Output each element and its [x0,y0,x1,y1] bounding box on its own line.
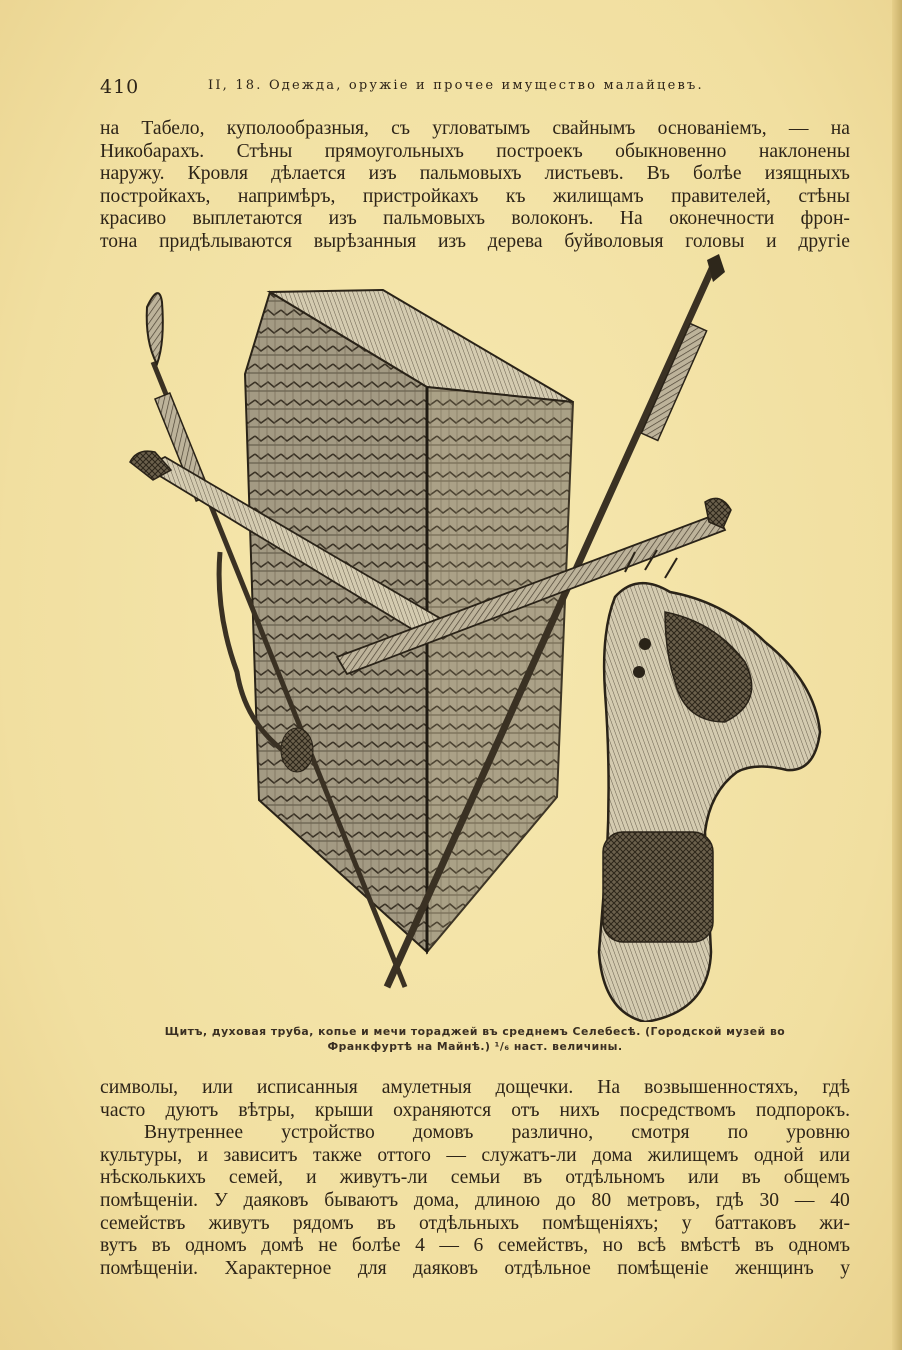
page-number: 410 [100,76,140,98]
text-line: на Табело, куполообразныя, съ угловатымъ свайнымъ основаніемъ, — на [100,118,850,139]
text-line: Внутреннее устройство домовъ различно, смотря по уровню [144,1122,850,1144]
running-head: II, 18. Одежда, оружіе и прочее имущество малайцевъ. [208,78,704,93]
page-edge [892,0,902,1350]
text-line: вутъ въ одномъ домѣ не болѣе 4 — 6 семействъ, но всѣ вмѣстѣ въ одномъ [100,1235,850,1257]
text-line: помѣщеніи. Характерное для даяковъ отдѣльное помѣщеніе женщинъ у [100,1257,850,1279]
page-header [100,76,850,102]
text-line: Никобарахъ. Стѣны прямоугольныхъ построекъ обыкновенно наклонены [100,140,850,162]
text-line: культуры, и зависитъ также оттого — служатъ-ли дома жилищемъ одной или [100,1144,850,1166]
bottom-paragraph [100,1077,850,1280]
figure-caption [100,1024,850,1054]
text-line: постройкахъ, напримѣръ, пристройкахъ къ жилищамъ правителей, стѣны [100,185,850,207]
caption-line: Франкфуртѣ на Майнѣ.) ¹/₆ наст. величины. [327,1040,623,1053]
text-line: наружу. Кровля дѣлается изъ пальмовыхъ листьевъ. Въ болѣе изящныхъ [100,163,850,185]
text-line: тона придѣлываются вырѣзанныя изъ дерева буйволовыя головы и другіе [100,230,850,252]
carved-hilt-detail [599,550,820,1022]
caption-line: Щитъ, духовая труба, копье и мечи тораджей въ среднемъ Селебесѣ. (Городской музей во [164,1025,786,1038]
weapons-illustration [125,252,830,1022]
text-line: нѣсколькихъ семей, и живутъ-ли семьи въ отдѣльномъ или въ общемъ [100,1167,850,1189]
text-line: семействъ живутъ рядомъ въ отдѣльныхъ помѣщеніяхъ; у баттаковъ жи- [100,1212,850,1234]
top-paragraph [100,118,850,254]
text-line: помѣщеніи. У даяковъ бываютъ дома, длиною до 80 метровъ, гдѣ 30 — 40 [100,1189,850,1211]
text-line: часто дуютъ вѣтры, крыши охраняются отъ нихъ посредствомъ подпорокъ. [100,1099,850,1121]
text-line: символы, или исписанныя амулетныя дощечки. На возвышенностяхъ, гдѣ [100,1077,850,1098]
text-line: красиво выплетаются изъ пальмовыхъ волоконъ. На оконечности фрон- [100,208,850,230]
